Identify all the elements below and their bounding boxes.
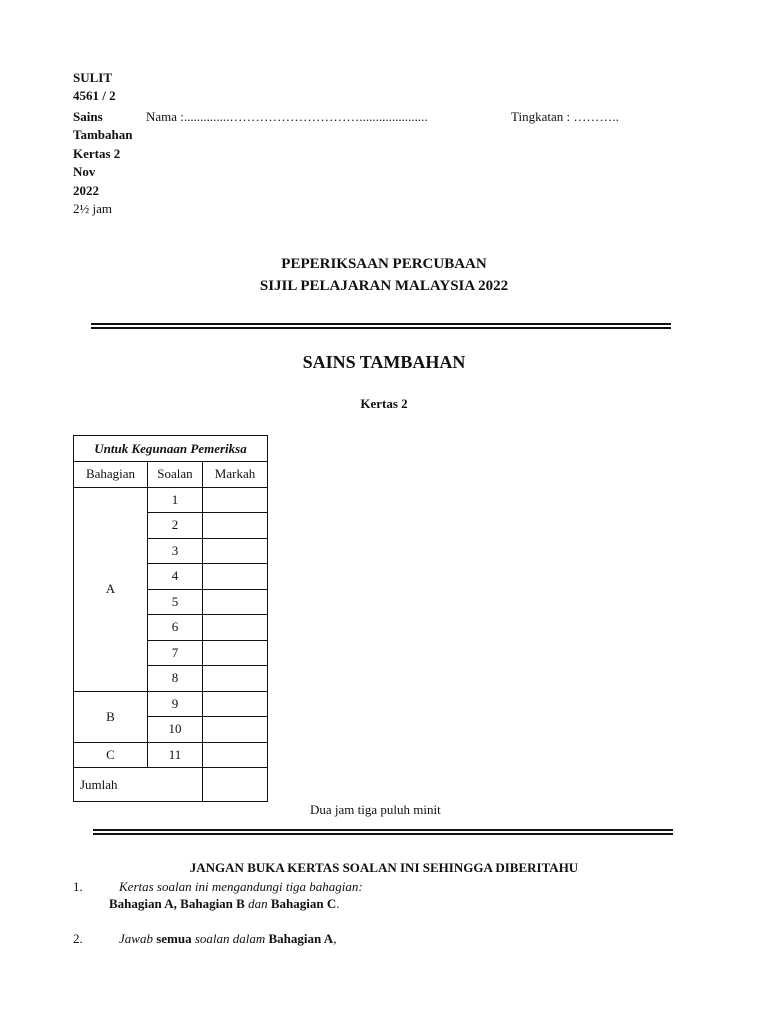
question-number: 5 — [148, 589, 203, 615]
exam-year: 2022 — [73, 183, 99, 198]
form-field[interactable]: Tingkatan : ……….. — [511, 109, 619, 124]
paper-number: Kertas 2 — [73, 146, 121, 161]
comma: , — [333, 931, 337, 946]
question-number: 9 — [148, 691, 203, 717]
header-question: Soalan — [148, 462, 203, 488]
exam-title: PEPERIKSAAN PERCUBAAN — [281, 256, 487, 272]
word-jawab: Jawab — [119, 931, 153, 946]
marks-cell[interactable] — [203, 717, 268, 743]
conjunction-dan: dan — [248, 896, 268, 911]
subject-title: SAINS TAMBAHAN — [302, 352, 466, 372]
marks-cell[interactable] — [203, 513, 268, 539]
question-number: 10 — [148, 717, 203, 743]
marks-cell[interactable] — [203, 487, 268, 513]
sections-a-b: Bahagian A, Bahagian B — [109, 896, 245, 911]
examiner-marks-table — [73, 435, 268, 802]
exam-month: Nov — [73, 164, 96, 179]
marks-cell[interactable] — [203, 640, 268, 666]
marks-cell[interactable] — [203, 564, 268, 590]
header-section: Bahagian — [74, 462, 148, 488]
instruction-1-text: Kertas soalan ini mengandungi tiga bahagian: — [119, 879, 363, 894]
instruction-2-number: 2. — [73, 931, 83, 946]
confidential-label: SULIT — [73, 70, 113, 85]
instruction-1-number: 1. — [73, 879, 83, 894]
marks-cell[interactable] — [203, 666, 268, 692]
table-caption: Untuk Kegunaan Pemeriksa — [74, 436, 268, 462]
section-b-label: B — [74, 691, 148, 742]
bottom-rule-lower — [93, 833, 673, 835]
top-rule-upper — [91, 323, 671, 325]
marks-cell[interactable] — [203, 691, 268, 717]
marks-cell[interactable] — [203, 538, 268, 564]
period: . — [336, 896, 340, 911]
subject-line-1: Sains — [73, 109, 103, 124]
duration-in-words: Dua jam tiga puluh minit — [310, 802, 441, 817]
marks-cell[interactable] — [203, 742, 268, 768]
name-field[interactable]: Nama :..............…………………………..................... — [146, 109, 428, 124]
header-marks: Markah — [203, 462, 268, 488]
bottom-rule-upper — [93, 829, 673, 831]
question-number: 11 — [148, 742, 203, 768]
instructions-heading: JANGAN BUKA KERTAS SOALAN INI SEHINGGA DIBERITAHU — [189, 860, 579, 875]
total-marks-cell[interactable] — [203, 768, 268, 802]
instruction-2-text — [119, 931, 336, 947]
question-number: 1 — [148, 487, 203, 513]
section-a-label: A — [74, 487, 148, 691]
question-number: 3 — [148, 538, 203, 564]
question-number: 4 — [148, 564, 203, 590]
section-c: Bahagian C — [270, 896, 337, 911]
instruction-1-sections — [109, 896, 339, 912]
marks-cell[interactable] — [203, 589, 268, 615]
paper-title: Kertas 2 — [360, 396, 408, 411]
paper-code: 4561 / 2 — [73, 88, 116, 103]
marks-cell[interactable] — [203, 615, 268, 641]
exam-subtitle: SIJIL PELAJARAN MALAYSIA 2022 — [259, 278, 509, 294]
section-a-ref: Bahagian A — [268, 931, 334, 946]
word-semua: semua — [156, 931, 192, 946]
subject-line-2: Tambahan — [73, 127, 133, 142]
phrase-soalan-dalam: soalan dalam — [194, 931, 266, 946]
question-number: 6 — [148, 615, 203, 641]
question-number: 2 — [148, 513, 203, 539]
section-c-label: C — [74, 742, 148, 768]
top-rule-lower — [91, 327, 671, 329]
question-number: 8 — [148, 666, 203, 692]
question-number: 7 — [148, 640, 203, 666]
exam-duration: 2½ jam — [73, 201, 112, 216]
total-label: Jumlah — [74, 768, 203, 802]
